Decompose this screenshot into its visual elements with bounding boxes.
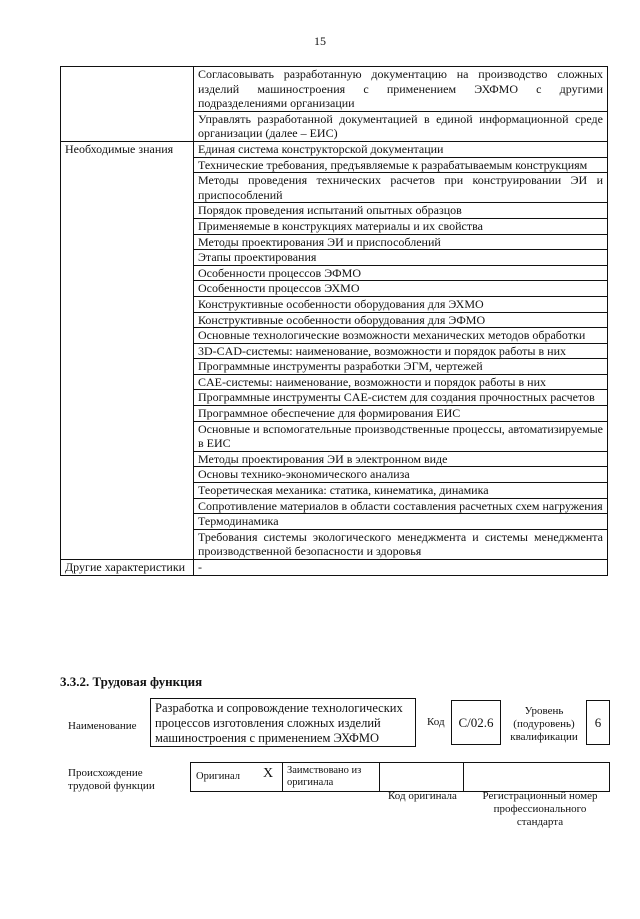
level-value-box: 6 (586, 700, 610, 745)
origin-row (190, 762, 610, 792)
row-text: Этапы проектирования (194, 250, 608, 266)
code-original-caption: Код оригинала (388, 790, 457, 802)
code-label: Код (427, 716, 445, 728)
row-text: Методы проведения технических расчетов при конструировании ЭИ и приспособлений (194, 173, 608, 203)
row-label: Необходимые знания (61, 141, 194, 559)
row-text: Программное обеспечение для формирования ЕИС (194, 406, 608, 422)
row-text: Сопротивление материалов в области составления расчетных схем нагружения (194, 498, 608, 514)
row-text: Управлять разработанной документацией в единой информационной среде организации (далее – ЕИС) (194, 111, 608, 141)
function-code-box: C/02.6 (451, 700, 501, 745)
row-label: Другие характеристики (61, 560, 194, 576)
row-text: Конструктивные особенности оборудования для ЭФМО (194, 312, 608, 328)
original-label: Оригинал (196, 771, 240, 782)
row-text: Методы проектирования ЭИ и приспособлений (194, 234, 608, 250)
section-heading: 3.3.2. Трудовая функция (60, 674, 203, 689)
table-row (61, 67, 608, 112)
row-text: Применяемые в конструкциях материалы и их свойства (194, 218, 608, 234)
row-text: Порядок проведения испытаний опытных образцов (194, 203, 608, 219)
row-text: Основные и вспомогательные производственные процессы, автоматизируемые в ЕИС (194, 421, 608, 451)
page-number: 15 (314, 34, 326, 48)
name-label: Наименование (68, 720, 137, 732)
table-row (61, 560, 608, 576)
row-text: - (194, 560, 608, 576)
level-label: Уровень (подуровень) квалификации (510, 705, 578, 743)
reg-number-caption: Регистрационный номер профессионального стандарта (482, 790, 598, 828)
row-text: 3D-CAD-системы: наименование, возможности и порядок работы в них (194, 343, 608, 359)
row-text: Термодинамика (194, 514, 608, 530)
origin-label: Происхождение трудовой функции (68, 767, 155, 792)
reg-number-cell (463, 762, 610, 792)
row-text: CAE-системы: наименование, возможности и порядок работы в них (194, 374, 608, 390)
row-text: Программные инструменты CAE-систем для создания прочностных расчетов (194, 390, 608, 406)
row-text: Технические требования, предъявляемые к разрабатываемым конструкциям (194, 157, 608, 173)
row-text: Согласовывать разработанную документацию на производство сложных изделий машиностроения с применением ЭХФМО с другими подразделениями организации (194, 67, 608, 112)
row-label (61, 67, 194, 142)
knowledge-table (60, 66, 608, 576)
original-mark: X (263, 766, 274, 781)
code-original-cell (379, 762, 463, 792)
borrowed-cell: Заимствовано из оригинала (282, 762, 379, 792)
table-row (61, 141, 608, 157)
row-text: Основные технологические возможности механических методов обработки (194, 328, 608, 344)
row-text: Теоретическая механика: статика, кинематика, динамика (194, 483, 608, 499)
row-text: Конструктивные особенности оборудования для ЭХМО (194, 296, 608, 312)
row-text: Особенности процессов ЭХМО (194, 281, 608, 297)
original-cell (190, 762, 282, 792)
row-text: Единая система конструкторской документации (194, 141, 608, 157)
row-text: Методы проектирования ЭИ в электронном виде (194, 451, 608, 467)
row-text: Основы технико-экономического анализа (194, 467, 608, 483)
row-text: Программные инструменты разработки ЭГМ, чертежей (194, 359, 608, 375)
row-text: Требования системы экологического менеджмента и системы менеджмента производственной безопасности и здоровья (194, 529, 608, 559)
row-text: Особенности процессов ЭФМО (194, 265, 608, 281)
function-name-box: Разработка и сопровождение технологических процессов изготовления сложных изделий машиностроения с применением ЭХФМО (150, 698, 416, 747)
